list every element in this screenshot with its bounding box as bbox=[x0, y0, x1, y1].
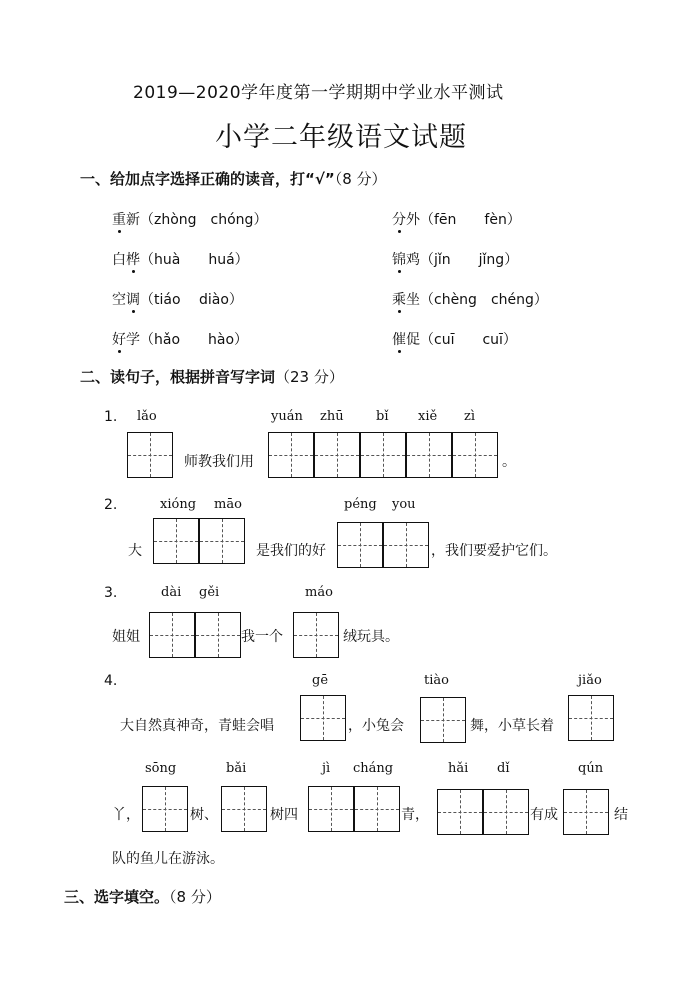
sentence-text: 有成 bbox=[530, 807, 558, 823]
writing-box[interactable] bbox=[127, 432, 173, 478]
pinyin: dài bbox=[161, 585, 182, 600]
pinyin: zì bbox=[464, 409, 476, 424]
pinyin: zhū bbox=[320, 409, 344, 424]
question-number: 1. bbox=[104, 409, 118, 425]
writing-box[interactable] bbox=[268, 432, 314, 478]
item-jinji bbox=[392, 249, 518, 269]
sentence-text: 结 bbox=[614, 807, 628, 823]
sentence-text: 姐姐 bbox=[112, 629, 140, 645]
pinyin: jì bbox=[322, 761, 331, 776]
item-chongxin bbox=[112, 209, 267, 229]
writing-box[interactable] bbox=[153, 518, 199, 564]
writing-box[interactable] bbox=[314, 432, 360, 478]
pinyin: māo bbox=[214, 497, 242, 512]
writing-box[interactable] bbox=[406, 432, 452, 478]
writing-box[interactable] bbox=[308, 786, 354, 832]
sentence-text: 我一个 bbox=[241, 629, 283, 645]
pinyin-options: （hǎo hào） bbox=[140, 332, 249, 348]
section3-heading-text: 三、选字填空。 bbox=[64, 888, 170, 906]
writing-box[interactable] bbox=[149, 612, 195, 658]
writing-box[interactable] bbox=[293, 612, 339, 658]
pinyin-options: （tiáo diào） bbox=[140, 292, 243, 308]
char: 学 bbox=[126, 332, 140, 348]
pinyin: bǐ bbox=[376, 409, 389, 424]
sentence-text: 队的鱼儿在游泳。 bbox=[112, 851, 224, 867]
pinyin: yuán bbox=[271, 409, 303, 424]
writing-box[interactable] bbox=[383, 522, 429, 568]
exam-header: 2019—2020学年度第一学期期中学业水平测试 bbox=[133, 83, 504, 103]
pinyin: gē bbox=[312, 673, 329, 688]
dotted-char: 锦 bbox=[392, 249, 406, 269]
item-cuicu bbox=[392, 329, 517, 349]
item-haoxue bbox=[112, 329, 248, 349]
writing-box[interactable] bbox=[142, 786, 188, 832]
sentence-text: ，我们要爱护它们。 bbox=[431, 543, 557, 559]
sentence-text: ，小兔会 bbox=[348, 718, 404, 734]
pinyin: dǐ bbox=[497, 761, 510, 776]
pinyin-options: （cuī cuī） bbox=[420, 332, 517, 348]
pinyin-options: （jǐn jǐng） bbox=[420, 252, 519, 268]
section1-heading bbox=[80, 168, 387, 189]
char: 空 bbox=[112, 292, 126, 308]
sentence-text: 大 bbox=[128, 543, 142, 559]
sentence-text: 丫， bbox=[112, 807, 140, 823]
char: 新 bbox=[126, 212, 140, 228]
section1-heading-text: 一、给加点字选择正确的读音，打“√” bbox=[80, 170, 335, 188]
writing-box[interactable] bbox=[360, 432, 406, 478]
section2-points: （23 分） bbox=[275, 368, 344, 386]
item-fenwai bbox=[392, 209, 521, 229]
dotted-char: 乘 bbox=[392, 289, 406, 309]
writing-box[interactable] bbox=[568, 695, 614, 741]
sentence-text: 是我们的好 bbox=[256, 543, 326, 559]
sentence-text: 树、 bbox=[190, 807, 218, 823]
section1-points: （8 分） bbox=[334, 170, 387, 188]
pinyin: jiǎo bbox=[578, 673, 602, 688]
item-chengzuo bbox=[392, 289, 548, 309]
item-baihua bbox=[112, 249, 249, 269]
sentence-text: 舞，小草长着 bbox=[470, 718, 554, 734]
pinyin: máo bbox=[305, 585, 333, 600]
pinyin-options: （zhòng chóng） bbox=[140, 212, 268, 228]
char: 促 bbox=[406, 332, 420, 348]
writing-box[interactable] bbox=[452, 432, 498, 478]
sentence-text: 绒玩具。 bbox=[343, 629, 399, 645]
pinyin-options: （fēn fèn） bbox=[420, 212, 521, 228]
pinyin: xióng bbox=[160, 497, 197, 512]
char: 坐 bbox=[406, 292, 420, 308]
section3-heading bbox=[64, 886, 221, 907]
question-number: 3. bbox=[104, 585, 118, 601]
dotted-char: 调 bbox=[126, 289, 140, 309]
dotted-char: 好 bbox=[112, 329, 126, 349]
writing-box[interactable] bbox=[195, 612, 241, 658]
pinyin: tiào bbox=[424, 673, 449, 688]
sentence-text: 师教我们用 bbox=[184, 454, 254, 470]
sentence-text: 树四 bbox=[270, 807, 298, 823]
writing-box[interactable] bbox=[483, 789, 529, 835]
pinyin: cháng bbox=[353, 761, 394, 776]
pinyin: sōng bbox=[145, 761, 177, 776]
pinyin: qún bbox=[578, 761, 604, 776]
dotted-char: 桦 bbox=[126, 249, 140, 269]
pinyin: xiě bbox=[418, 409, 438, 424]
char: 鸡 bbox=[406, 252, 420, 268]
writing-box[interactable] bbox=[300, 695, 346, 741]
writing-box[interactable] bbox=[337, 522, 383, 568]
pinyin: lǎo bbox=[137, 409, 157, 424]
writing-box[interactable] bbox=[199, 518, 245, 564]
dotted-char: 重 bbox=[112, 209, 126, 229]
pinyin: hǎi bbox=[448, 761, 469, 776]
char: 白 bbox=[112, 252, 126, 268]
section2-heading-text: 二、读句子，根据拼音写字词 bbox=[80, 368, 276, 386]
dotted-char: 催 bbox=[392, 329, 406, 349]
section3-points: （8 分） bbox=[169, 888, 221, 906]
sentence-text: 。 bbox=[502, 454, 516, 470]
page-title: 小学二年级语文试题 bbox=[215, 122, 467, 153]
sentence-text: 青， bbox=[401, 807, 429, 823]
dotted-char: 分 bbox=[392, 209, 406, 229]
writing-box[interactable] bbox=[221, 786, 267, 832]
pinyin: bǎi bbox=[226, 761, 247, 776]
question-number: 4. bbox=[104, 673, 118, 689]
writing-box[interactable] bbox=[354, 786, 400, 832]
sentence-text: 大自然真神奇，青蛙会唱 bbox=[120, 718, 274, 734]
pinyin: you bbox=[392, 497, 416, 512]
char: 外 bbox=[406, 212, 420, 228]
section2-heading bbox=[80, 366, 344, 387]
pinyin: gěi bbox=[199, 585, 220, 600]
question-number: 2. bbox=[104, 497, 118, 513]
writing-box[interactable] bbox=[437, 789, 483, 835]
writing-box[interactable] bbox=[420, 697, 466, 743]
pinyin: péng bbox=[344, 497, 377, 512]
item-kongtiao bbox=[112, 289, 243, 309]
writing-box[interactable] bbox=[563, 789, 609, 835]
pinyin-options: （huà huá） bbox=[140, 252, 249, 268]
pinyin-options: （chèng chéng） bbox=[420, 292, 548, 308]
